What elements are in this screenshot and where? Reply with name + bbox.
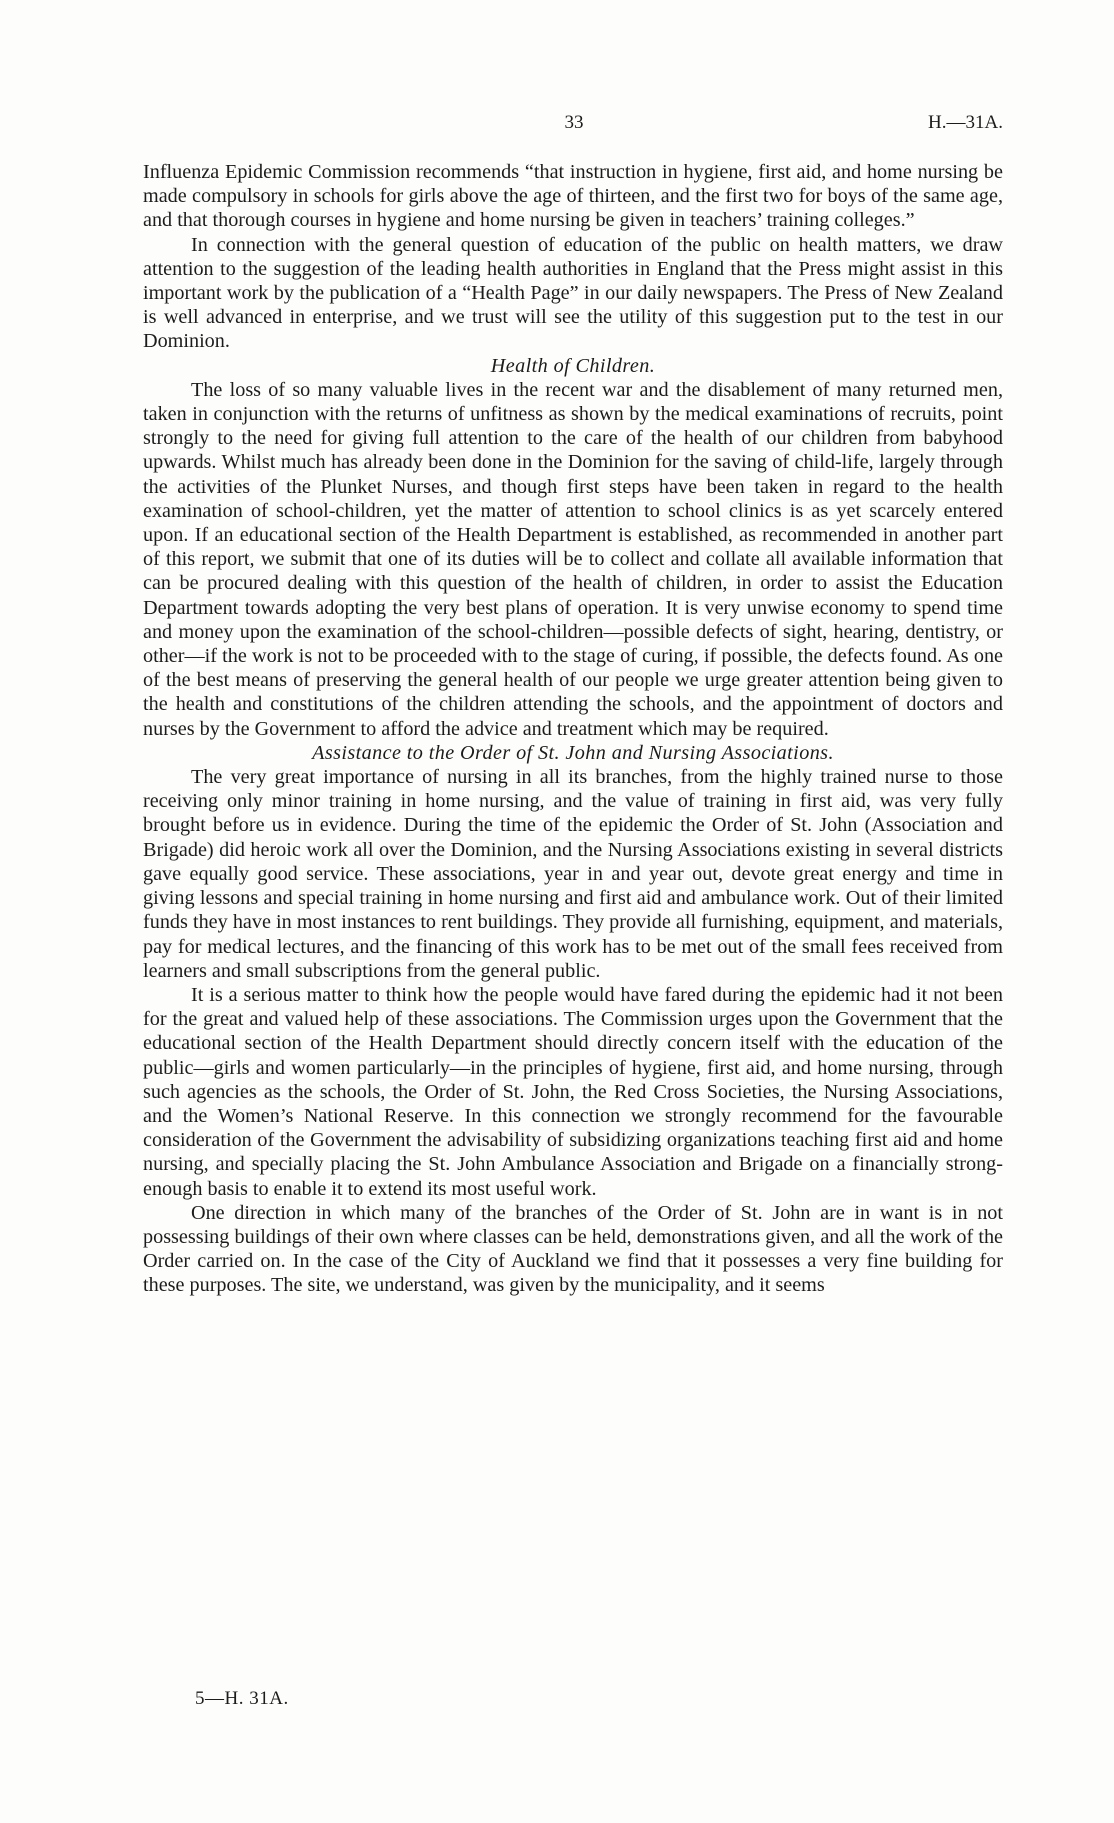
paragraph-health-of-children: The loss of so many valuable lives in the recent war and the disablement of many returned men, taken in conjunction with the returns of unfitness as shown by the medical examinations of recruits, point strongly to the need for giving full attention to the care of the health of our children from babyhood upwards. Whilst much has already been done in the Dominion for the saving of child-life, largely through the activities of the Plunket Nurses, and though first steps have been taken in regard to the health examination of school-children, yet the matter of attention to school clinics is as yet scarcely entered upon. If an educational section of the Health Department is established, as recommended in another part of this report, we submit that one of its duties will be to collect and collate all available information that can be procured dealing with this question of the health of children, in order to assist the Education Department towards adopting the very best plans of operation. It is very unwise economy to spend time and money upon the examination of the school-children—possible defects of sight, hearing, dentistry, or other—if the work is not to be proceeded with to the stage of curing, if possible, the defects found. As one of the best means of preserving the general health of our people we urge greater attention being given to the health and constitutions of the children attending the schools, and the appointment of doctors and nurses by the Government to afford the advice and treatment which may be required.: [143, 378, 1003, 740]
paragraph-nursing-importance: The very great importance of nursing in all its branches, from the highly trained nurse to those receiving only minor training in home nursing, and the value of training in first aid, was very fully brought before us in evidence. During the time of the epidemic the Order of St. John (Association and Brigade) did heroic work all over the Dominion, and the Nursing Associations existing in several districts gave equally good service. These associations, year in and year out, devote great energy and time in giving lessons and special training in home nursing and first aid and ambulance work. Out of their limited funds they have in most instances to rent buildings. They provide all furnishing, equipment, and materials, pay for medical lectures, and the financing of this work has to be met out of the small fees received from learners and small subscriptions from the general public.: [143, 766, 1003, 982]
signature-mark: 5—H. 31A.: [195, 1688, 289, 1709]
paragraph-commission-urges: It is a serious matter to think how the people would have fared during the epidemic had it not been for the great and valued help of these associations. The Commission urges upon the Government that the educational section of the Health Department should directly concern itself with the education of the public—girls and women particularly—in the principles of hygiene, first aid, and home nursing, through such agencies as the schools, the Order of St. John, the Red Cross Societies, the Nursing Associations, and the Women’s National Reserve. In this connection we strongly recommend for the favourable consideration of the Government the advisability of subsidizing organizations teaching first aid and home nursing, and specially placing the St. John Ambulance Association and Brigade on a financially strong-enough basis to enable it to extend its most useful work.: [143, 983, 1003, 1200]
page-number: 33: [564, 112, 584, 133]
body-text: [143, 160, 1003, 1298]
page-header: [145, 112, 1003, 140]
paragraph-buildings: One direction in which many of the branches of the Order of St. John are in want is in not possessing buildings of their own where classes can be held, demonstrations given, and all the work of the Order carried on. In the case of the City of Auckland we find that it possesses a very fine building for these purposes. The site, we understand, was given by the municipality, and it seems: [143, 1201, 1003, 1297]
paragraph-press-health-page: In connection with the general question of education of the public on health matters, we draw attention to the suggestion of the leading health authorities in England that the Press might assist in this important work by the publication of a “Health Page” in our daily newspapers. The Press of New Zealand is well advanced in enterprise, and we trust will see the utility of this suggestion put to the test in our Dominion.: [143, 233, 1003, 353]
document-reference: H.—31A.: [928, 112, 1003, 133]
paragraph-continued: Influenza Epidemic Commission recommends “that instruction in hygiene, first aid, and home nursing be made compulsory in schools for girls above the age of thirteen, and the first two for boys of the same age, and that thorough courses in hygiene and home nursing be given in teachers’ training colleges.”: [143, 161, 1003, 232]
section-heading-health-of-children: Health of Children.: [490, 354, 656, 377]
section-heading-st-john-assistance: Assistance to the Order of St. John and Nursing Associations.: [312, 741, 834, 764]
